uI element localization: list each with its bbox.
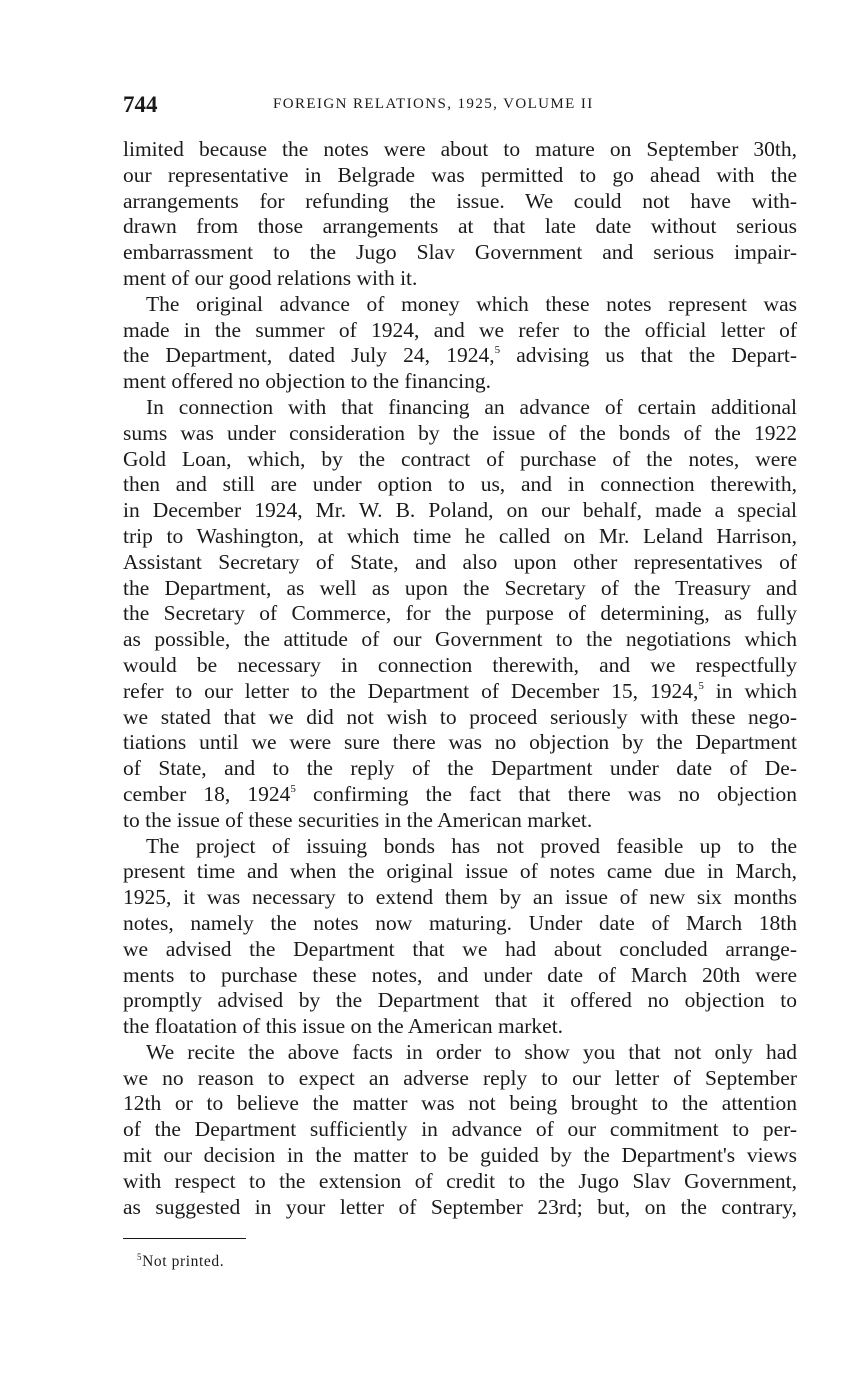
text-line: trip to Washington, at which time he called on Mr. Leland Harrison,	[123, 523, 797, 548]
text-line: we stated that we did not wish to proceed seriously with these nego-	[123, 704, 797, 729]
text-segment: the Department, dated July 24, 1924,	[123, 343, 495, 368]
footnote-text: Not printed.	[142, 1253, 225, 1270]
footnote-ref: 5	[494, 344, 501, 357]
text-line: limited because the notes were about to mature on September 30th,	[123, 137, 797, 161]
body-text	[123, 137, 797, 1220]
running-head: FOREIGN RELATIONS, 1925, VOLUME II	[273, 96, 594, 112]
text-line: mit our decision in the matter to be guided by the Department's views	[123, 1143, 797, 1168]
text-line: would be necessary in connection therewith, and we respectfully	[123, 652, 797, 677]
text-line: arrangements for refunding the issue. We could not have with-	[123, 188, 797, 213]
footnote-ref: 5	[698, 679, 704, 692]
text-segment: refer to our letter to the Department of December 15, 1924,	[123, 678, 699, 703]
text-segment: in which	[703, 678, 797, 703]
text-line: the floatation of this issue on the American market.	[123, 1014, 564, 1039]
text-line: notes, namely the notes now maturing. Under date of March 18th	[123, 910, 797, 935]
text-line: In connection with that financing an advance of certain additional	[146, 394, 797, 419]
text-line: we no reason to expect an adverse reply to our letter of September	[123, 1065, 797, 1090]
footnote-divider	[123, 1238, 246, 1239]
text-line: the Department, as well as upon the Secretary of the Treasury and	[123, 575, 797, 600]
text-line: as suggested in your letter of September 23rd; but, on the contrary,	[123, 1194, 797, 1219]
text-line: ment offered no objection to the financing.	[123, 369, 491, 394]
text-line: to the issue of these securities in the American market.	[123, 807, 593, 832]
text-line: with respect to the extension of credit to the Jugo Slav Government,	[123, 1168, 797, 1193]
text-line: Gold Loan, which, by the contract of purchase of the notes, were	[123, 446, 797, 471]
page-number: 744	[123, 92, 158, 117]
text-line: ment of our good relations with it.	[123, 265, 418, 290]
paragraph-2	[123, 292, 797, 395]
text-line: the Secretary of Commerce, for the purpose of determining, as fully	[123, 601, 797, 626]
text-line: The original advance of money which these notes represent was	[146, 291, 797, 316]
text-line: ments to purchase these notes, and under date of March 20th were	[123, 962, 797, 987]
footnote-marker: 5	[137, 1252, 143, 1262]
text-line: sums was under consideration by the issue of the bonds of the 1922	[123, 420, 797, 445]
text-line: then and still are under option to us, and in connection therewith,	[123, 472, 797, 497]
paragraph-1	[123, 137, 797, 292]
text-line: present time and when the original issue of notes came due in March,	[123, 859, 797, 884]
text-line: embarrassment to the Jugo Slav Government and serious impair-	[123, 240, 797, 265]
text-line: made in the summer of 1924, and we refer to the official letter of	[123, 317, 797, 342]
text-line: 12th or to believe the matter was not being brought to the attention	[123, 1091, 797, 1116]
text-line	[123, 679, 797, 705]
text-line	[123, 343, 797, 369]
text-line: as possible, the attitude of our Government to the negotiations which	[123, 627, 797, 652]
text-line: of State, and to the reply of the Department under date of De-	[123, 756, 797, 781]
text-line: promptly advised by the Department that it offered no objection to	[123, 988, 797, 1013]
text-line: in December 1924, Mr. W. B. Poland, on our behalf, made a special	[123, 498, 797, 523]
text-line: we advised the Department that we had about concluded arrange-	[123, 936, 797, 961]
text-line: Assistant Secretary of State, and also upon other representatives of	[123, 549, 797, 574]
footnote-ref: 5	[290, 782, 296, 795]
paragraph-3	[123, 395, 797, 834]
text-segment: confirming the fact that there was no objection	[295, 781, 797, 806]
text-line: The project of issuing bonds has not proved feasible up to the	[146, 833, 797, 858]
text-line: tiations until we were sure there was no objection by the Department	[123, 730, 797, 755]
text-line: of the Department sufficiently in advance of our commitment to per-	[123, 1117, 797, 1142]
text-line: We recite the above facts in order to show you that not only had	[146, 1039, 797, 1064]
text-line: our representative in Belgrade was permitted to go ahead with the	[123, 162, 797, 187]
footnote	[137, 1253, 224, 1271]
paragraph-5	[123, 1040, 797, 1221]
page-header	[123, 92, 796, 120]
text-line: 1925, it was necessary to extend them by an issue of new six months	[123, 885, 797, 910]
paragraph-4	[123, 834, 797, 1040]
text-segment: advising us that the Depart-	[500, 343, 798, 368]
text-segment: cember 18, 1924	[123, 781, 291, 806]
text-line	[123, 782, 797, 808]
text-line: drawn from those arrangements at that late date without serious	[123, 214, 797, 239]
